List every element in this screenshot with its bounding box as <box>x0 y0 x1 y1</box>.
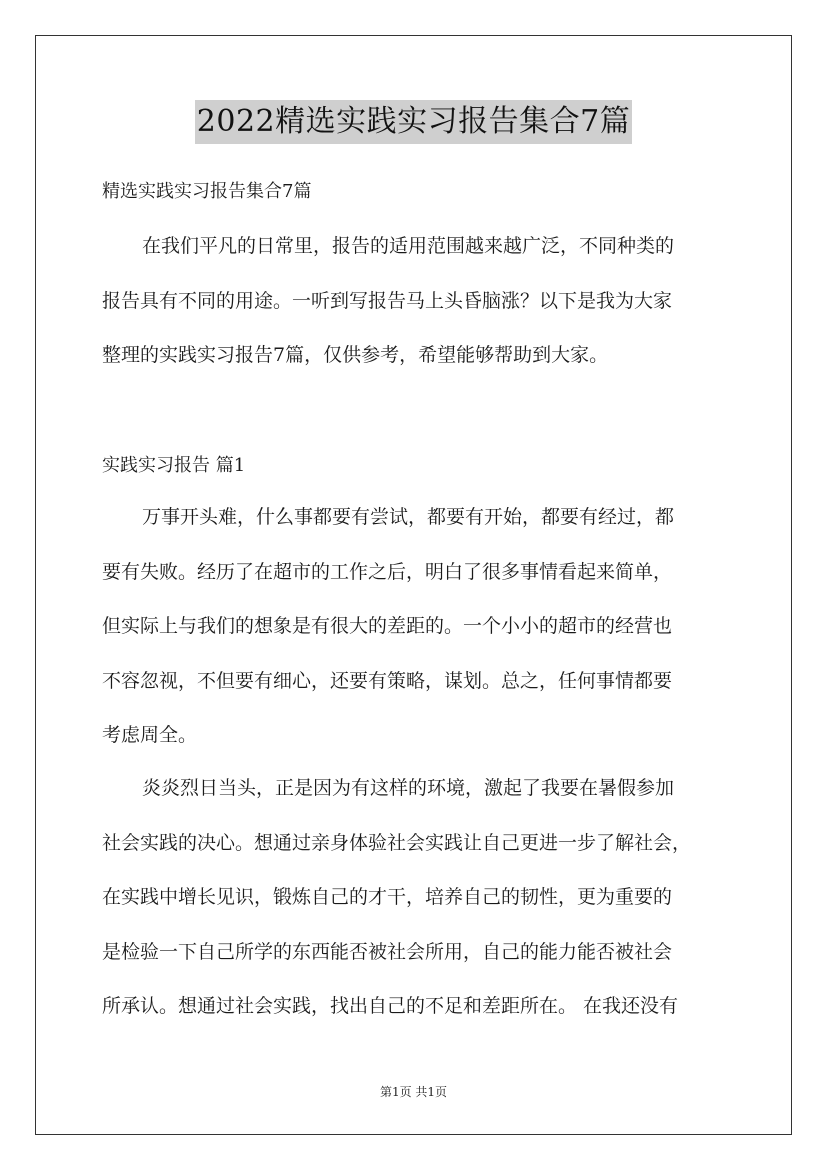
paragraph-line: 考虑周全。 <box>102 724 198 746</box>
document-subtitle: 精选实践实习报告集合7篇 <box>102 181 312 202</box>
paragraph-line: 所承认。想通过社会实践，找出自己的不足和差距所在。 在我还没有 <box>102 995 679 1017</box>
paragraph-line: 炎炎烈日当头，正是因为有这样的环境，激起了我要在暑假参加 <box>142 777 675 799</box>
page-footer: 第1页 共1页 <box>379 1085 448 1099</box>
paragraph-line: 不容忽视，不但要有细心，还要有策略，谋划。总之，任何事情都要 <box>102 669 673 692</box>
paragraph-line: 在实践中增长见识，锻炼自己的才干，培养自己的韧性，更为重要的 <box>102 886 673 908</box>
intro-line: 在我们平凡的日常里，报告的适用范围越来越广泛，不同种类的 <box>142 235 675 257</box>
paragraph-1 <box>102 497 732 770</box>
intro-line: 整理的实践实习报告7篇，仅供参考，希望能够帮助到大家。 <box>102 344 609 366</box>
paragraph-line: 万事开头难，什么事都要有尝试，都要有开始，都要有经过，都 <box>142 506 675 528</box>
title-container <box>0 100 827 144</box>
paragraph-2 <box>102 768 732 1041</box>
intro-line: 报告具有不同的用途。一听到写报告马上头昏脑涨？以下是我为大家 <box>102 289 673 312</box>
document-title: 2022精选实践实习报告集合7篇 <box>195 100 632 144</box>
section-heading: 实践实习报告 篇1 <box>102 455 246 476</box>
paragraph-line: 要有失败。经历了在超市的工作之后，明白了很多事情看起来简单， <box>102 560 673 583</box>
intro-paragraph <box>102 226 732 390</box>
paragraph-line: 社会实践的决心。想通过亲身体验社会实践让自己更进一步了解社会， <box>102 831 692 854</box>
paragraph-line: 是检验一下自己所学的东西能否被社会所用，自己的能力能否被社会 <box>102 940 673 963</box>
paragraph-line: 但实际上与我们的想象是有很大的差距的。一个小小的超市的经营也 <box>102 615 673 637</box>
